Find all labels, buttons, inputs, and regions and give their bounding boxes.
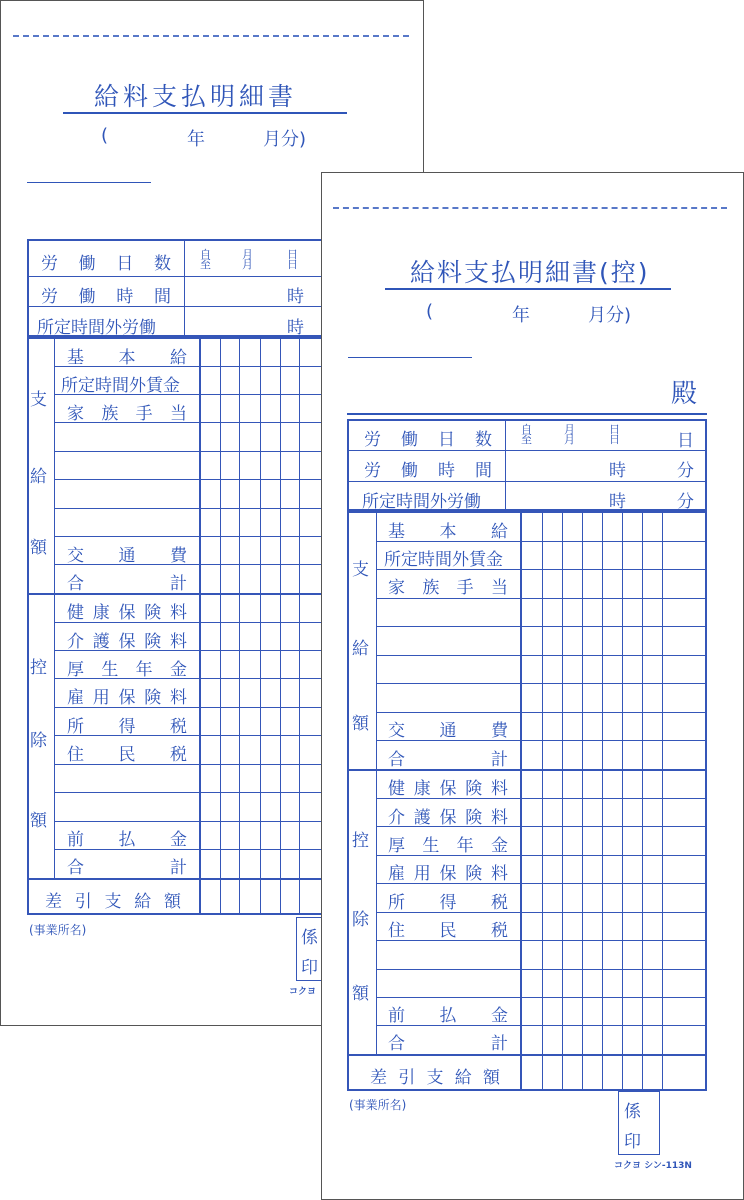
days-unit: 日: [677, 431, 694, 451]
section-label-pay: 支: [30, 390, 47, 410]
perforation-line: [333, 207, 727, 209]
from-to-label: 自 至: [521, 423, 532, 446]
addressee-underline: [347, 413, 707, 415]
minutes-unit: 分: [677, 492, 694, 512]
copy-title: 給料支払明細書(控): [410, 258, 650, 287]
item-employment-insurance: 雇 用 保 険 料: [388, 864, 508, 884]
title-underline: [385, 288, 671, 290]
item-income-tax: 所 得 税: [67, 717, 187, 737]
item-deduction-total: 合 計: [67, 858, 187, 878]
hours-unit: 時: [287, 287, 304, 307]
period-month: 月分): [588, 305, 632, 326]
item-care-insurance: 介 護 保 険 料: [388, 808, 508, 828]
item-employment-insurance: 雇 用 保 険 料: [67, 688, 187, 708]
item-income-tax: 所 得 税: [388, 893, 508, 913]
item-resident-tax: 住 民 税: [67, 745, 187, 765]
month-label: 月 月: [564, 423, 575, 446]
item-care-insurance: 介 護 保 険 料: [67, 632, 187, 652]
name-line: [348, 357, 472, 358]
item-basic-pay: 基 本 給: [67, 348, 187, 368]
item-health-insurance: 健 康 保 険 料: [388, 779, 508, 799]
pay-slip-original: 給料支払明細書 ( 年 月分) 労 働 日 数 自 至 月 月 日 日 労 働 時 間 時 所定時間外労働 時 支 給 額 基 本 給 所定時間外賃金 家 族 手 当 交 通 費 合 計 控 除 額 健 康 保 険 料 介 護 保 険 料 厚 生 年 金 雇 用 保 険 料 所 得 税 住 民 税 前 払 金 合 計 差 引 支 給 額 (事業所名) 係 印 コクヨ: [0, 0, 424, 1026]
item-family-allowance: 家 族 手 当: [388, 578, 508, 598]
hours-unit: 時: [287, 318, 304, 338]
brand-label: コクヨ: [289, 987, 317, 997]
period-year: 年: [187, 129, 205, 150]
overtime-label: 所定時間外労働: [37, 318, 156, 338]
net-pay-label: 差 引 支 給 額: [45, 892, 181, 912]
item-health-insurance: 健 康 保 険 料: [67, 603, 187, 623]
item-resident-tax: 住 民 税: [388, 921, 508, 941]
perforation-line: [13, 35, 409, 37]
item-family-allowance: 家 族 手 当: [67, 404, 187, 424]
addressee-suffix: 殿: [671, 379, 698, 409]
net-pay-label: 差 引 支 給 額: [370, 1068, 500, 1088]
item-pay-total: 合 計: [388, 750, 508, 770]
section-label-pay: 支: [352, 560, 369, 580]
work-days-label: 労 働 日 数: [364, 430, 492, 450]
period-open: (: [101, 125, 109, 146]
pay-slip-copy: 給料支払明細書(控) ( 年 月分) 殿 労 働 日 数 自 至 月 月 日 日 日 労 働 時 間 時 分 所定時間外労働 時 分 支 給 額 基 本 給 所定時間外賃金 家 族 手 当 交 通 費 合 計 控 除 額 健 康 保 険 料 介 護 保 険 料 厚 生 年 金 雇 用 保 険 料 所 得 税 住 民 税 前 払 金 合 計 差 引 支 給 額 (事業所名) 係 印 コクヨ シン-113N: [321, 172, 744, 1200]
item-pension: 厚 生 年 金: [388, 836, 508, 856]
from-to-label: 自 至: [200, 248, 211, 271]
period-open: (: [426, 301, 434, 322]
slip-title: 給料支払明細書: [94, 82, 298, 111]
item-transport: 交 通 費: [67, 546, 187, 566]
item-basic-pay: 基 本 給: [388, 522, 508, 542]
item-overtime-pay: 所定時間外賃金: [61, 376, 180, 396]
title-underline: [63, 112, 347, 114]
work-days-label: 労 働 日 数: [41, 254, 171, 274]
model-label: コクヨ シン-113N: [614, 1161, 692, 1171]
period-month: 月分): [263, 129, 307, 150]
period-year: 年: [512, 305, 530, 326]
item-pay-total: 合 計: [67, 574, 187, 594]
section-label-deduction: 控: [30, 658, 47, 678]
overtime-label: 所定時間外労働: [362, 492, 481, 512]
item-pension: 厚 生 年 金: [67, 660, 187, 680]
item-deduction-total: 合 計: [388, 1034, 508, 1054]
business-name-label: (事業所名): [29, 923, 87, 937]
hours-unit: 時: [609, 461, 626, 481]
item-overtime-pay: 所定時間外賃金: [384, 550, 503, 570]
item-advance: 前 払 金: [388, 1006, 508, 1026]
section-label-deduction: 控: [352, 831, 369, 851]
period-label: [426, 301, 646, 325]
period-label: [101, 125, 321, 149]
work-hours-label: 労 働 時 間: [364, 461, 492, 481]
item-advance: 前 払 金: [67, 830, 187, 850]
item-transport: 交 通 費: [388, 721, 508, 741]
minutes-unit: 分: [677, 461, 694, 481]
business-name-label: (事業所名): [349, 1098, 407, 1112]
hours-unit: 時: [609, 492, 626, 512]
month-label: 月 月: [242, 248, 253, 271]
name-line: [27, 182, 151, 183]
day-label: 日 日: [287, 248, 298, 271]
work-hours-label: 労 働 時 間: [41, 287, 171, 307]
day-label: 日 日: [609, 423, 620, 446]
